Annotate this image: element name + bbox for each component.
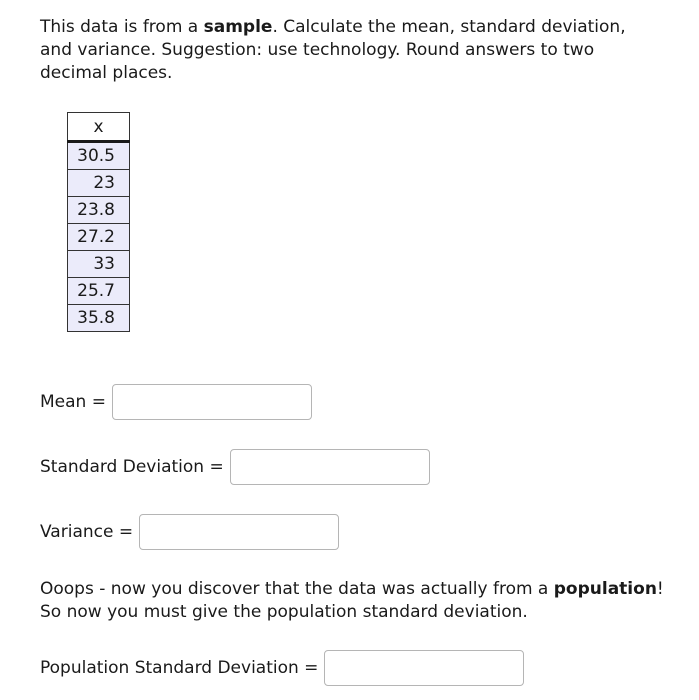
population-standard-deviation-row: [40, 650, 524, 686]
instructions-bold-sample: sample: [203, 17, 273, 37]
variance-label: Variance =: [40, 522, 134, 542]
variance-row: [40, 514, 339, 550]
population-note: [40, 578, 670, 624]
standard-deviation-label: Standard Deviation =: [40, 457, 224, 477]
table-cell: 33: [68, 251, 130, 278]
mean-row: [40, 384, 312, 420]
note-bold-population: population: [553, 579, 657, 599]
table-cell: 23: [68, 170, 130, 197]
mean-label: Mean =: [40, 392, 106, 412]
table-cell: 27.2: [68, 224, 130, 251]
table-cell: 30.5: [68, 142, 130, 170]
table-cell: 25.7: [68, 278, 130, 305]
note-text-2: ! So now you must give the population standard deviation.: [40, 579, 664, 622]
problem-instructions: [40, 16, 660, 85]
standard-deviation-input[interactable]: [230, 449, 430, 485]
table-cell: 23.8: [68, 197, 130, 224]
instructions-text-2: . Calculate the mean, standard deviation, and variance. Suggestion: use technology. Round answers to two decimal places.: [40, 17, 626, 83]
table-cell: 35.8: [68, 305, 130, 332]
variance-input[interactable]: [139, 514, 339, 550]
standard-deviation-row: [40, 449, 430, 485]
mean-input[interactable]: [112, 384, 312, 420]
column-header-x: x: [68, 113, 130, 142]
population-standard-deviation-input[interactable]: [324, 650, 524, 686]
data-table: [67, 112, 130, 332]
population-standard-deviation-label: Population Standard Deviation =: [40, 658, 319, 678]
instructions-text-1: This data is from a: [40, 17, 204, 37]
note-text-1: Ooops - now you discover that the data was actually from a: [40, 579, 554, 599]
